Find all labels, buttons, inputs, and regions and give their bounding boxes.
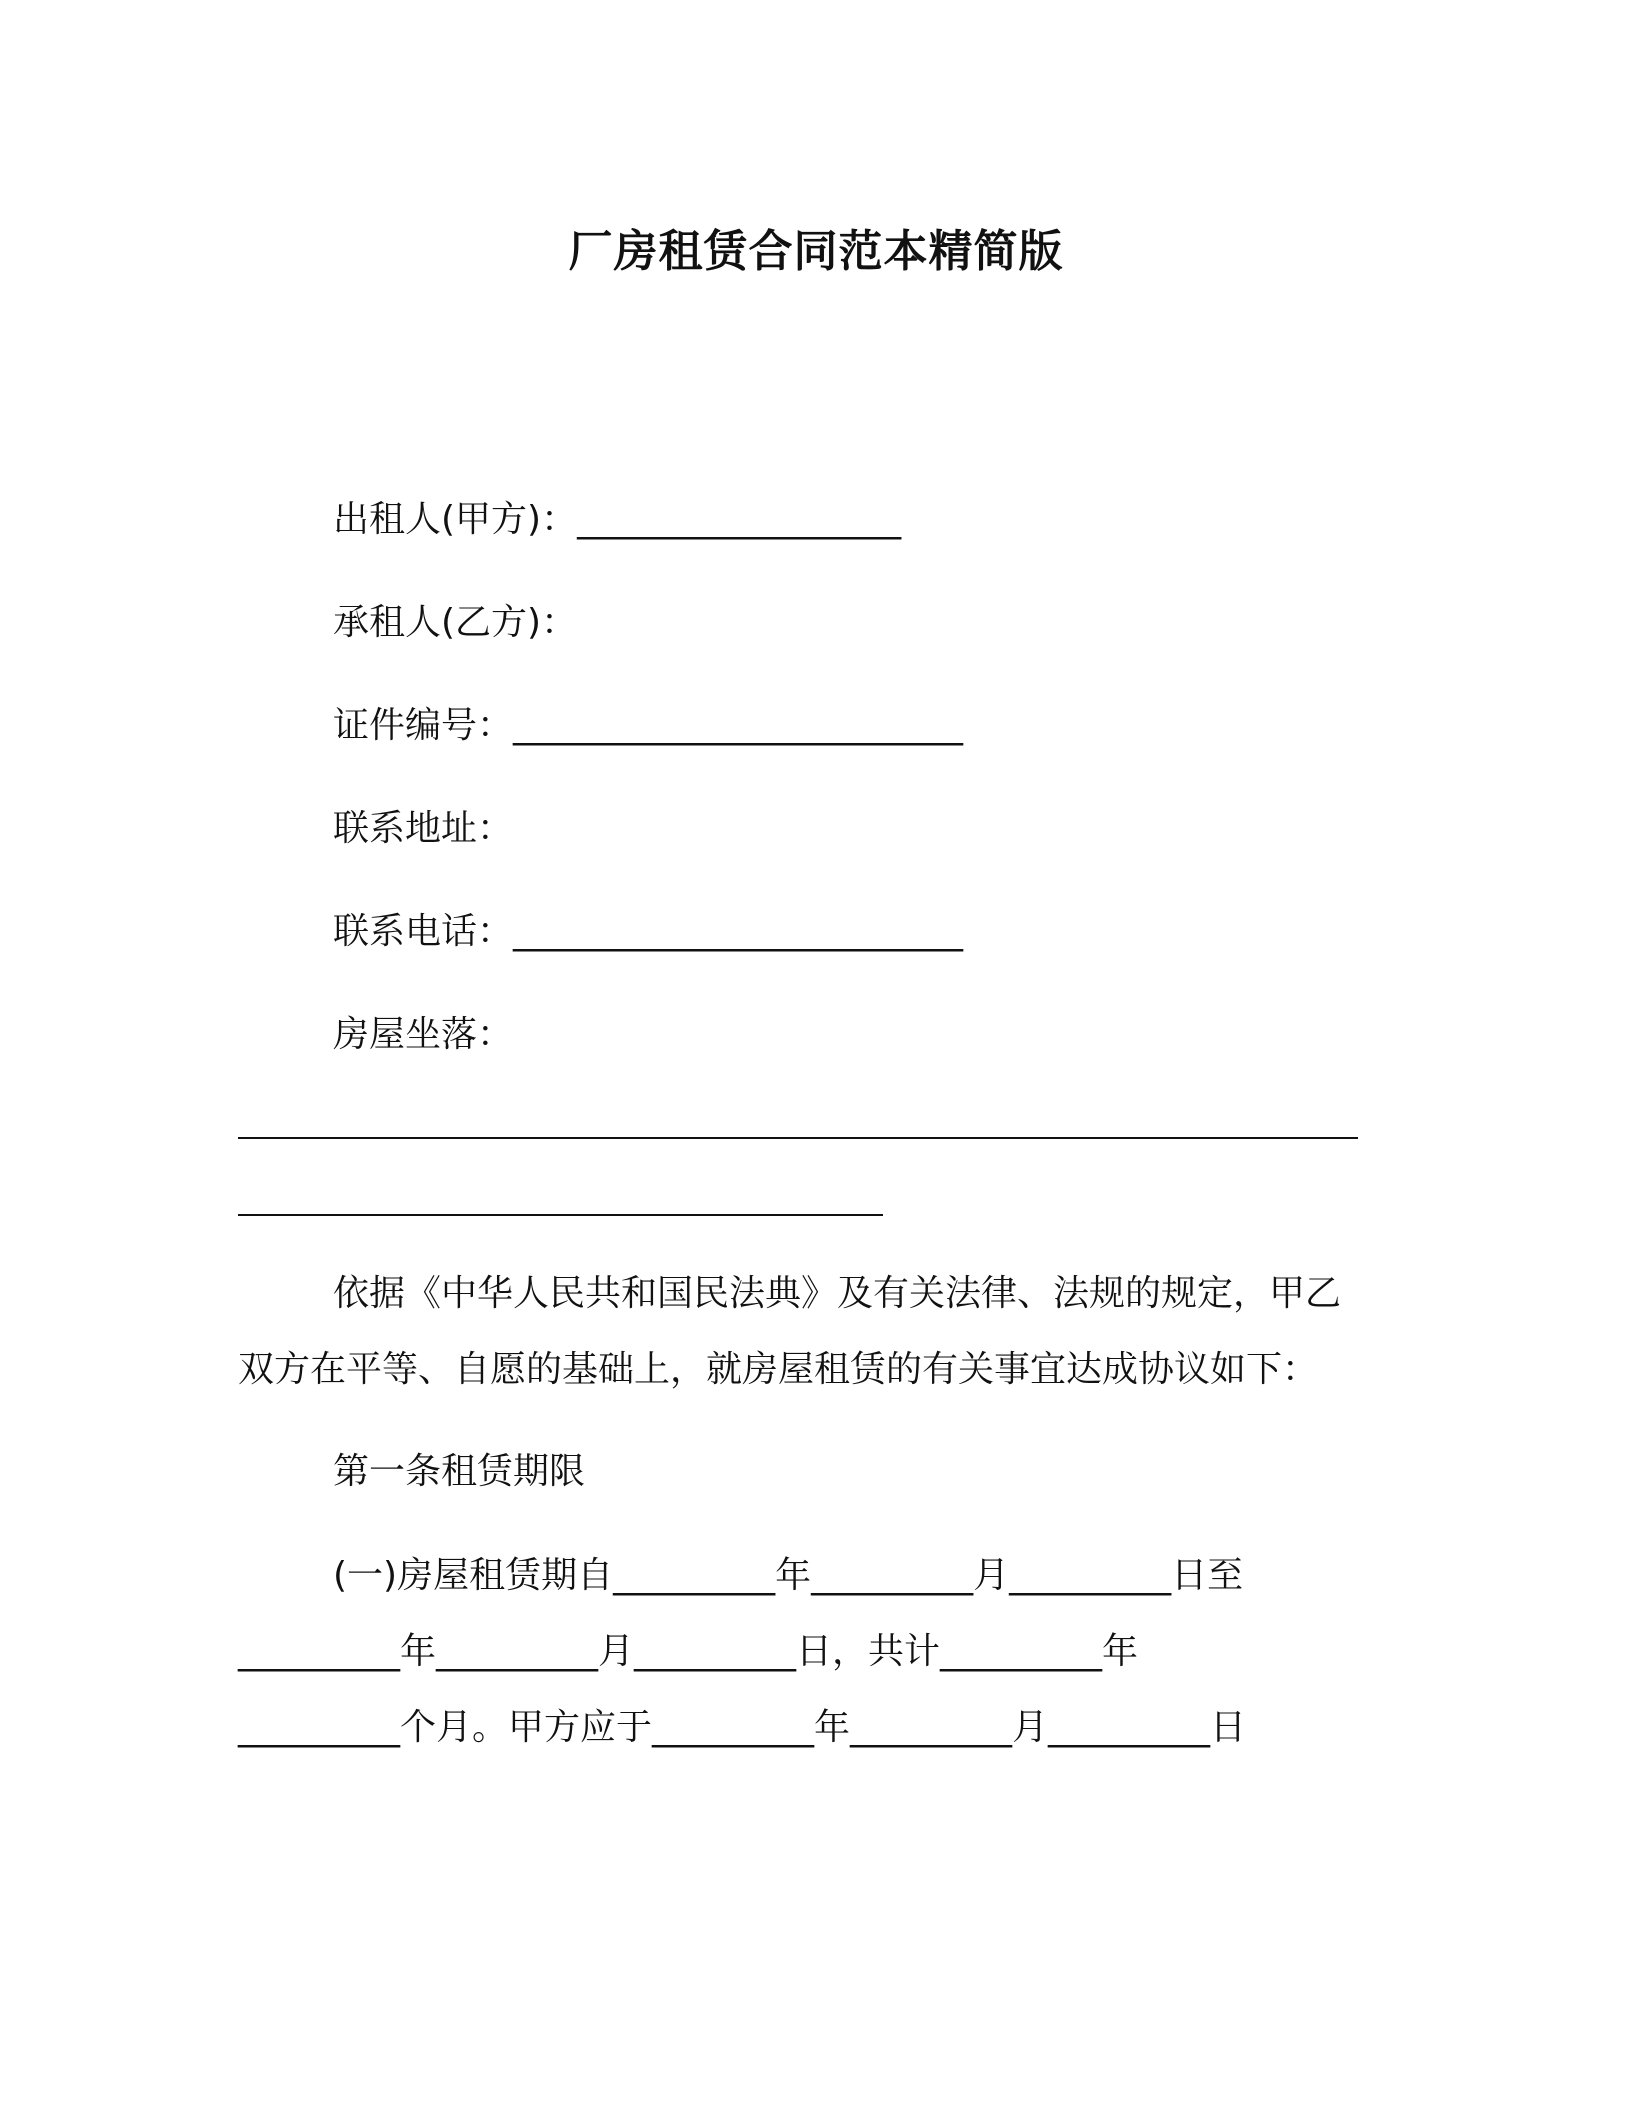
id-number-field: 证件编号：_________________________ bbox=[333, 705, 964, 746]
location-field: 房屋坐落： bbox=[333, 1014, 514, 1055]
phone-field: 联系电话：_________________________ bbox=[333, 911, 964, 952]
lessee-field: 承租人(乙方)： bbox=[333, 602, 578, 643]
article-1-line-3: _________个月。甲方应于_________年_________月_________日 bbox=[238, 1707, 1247, 1748]
lessor-field: 出租人(甲方)：__________________ bbox=[333, 499, 902, 540]
article-1-line-1: (一)房屋租赁期自_________年_________月_________日至 bbox=[333, 1555, 1244, 1596]
location-blank-line-1 bbox=[238, 1137, 1358, 1139]
document-title: 厂房租赁合同范本精简版 bbox=[568, 226, 1064, 277]
article-1-heading: 第一条租赁期限 bbox=[333, 1451, 586, 1492]
address-field: 联系地址： bbox=[333, 808, 514, 849]
article-1-line-2: _________年_________月_________日，共计_________年 bbox=[238, 1631, 1139, 1672]
preamble-line-2: 双方在平等、自愿的基础上，就房屋租赁的有关事宜达成协议如下： bbox=[238, 1349, 1319, 1390]
location-blank-line-2 bbox=[238, 1214, 883, 1216]
preamble-line-1: 依据《中华人民共和国民法典》及有关法律、法规的规定，甲乙 bbox=[333, 1273, 1342, 1314]
